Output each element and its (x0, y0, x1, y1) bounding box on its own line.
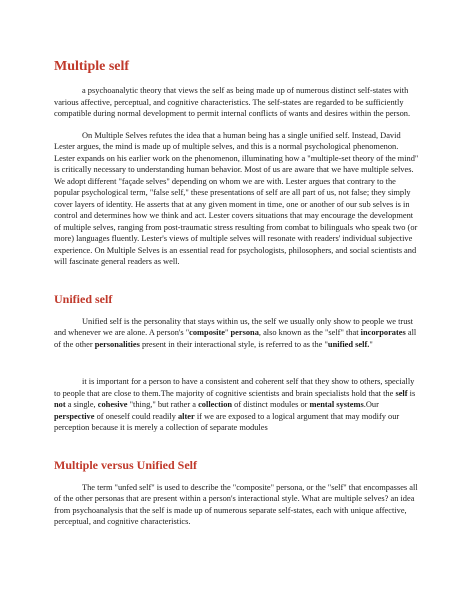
paragraph-multiple-selves-lester: On Multiple Selves refutes the idea that a human being has a single unified self. Instead, David Lester argues, the mind is made up of multiple selves, and this is a normal psychological phenomenon. Lester expands on his earlier work on the phenomenon, illuminating how a "multiple-set theory of the mind" is critically necessary to understanding human behavior. Most of us are aware that we have multiple selves. We adopt different "façade selves" depending on whom we are with. Lester argues that contrary to the popular psychological term, "false self," these presentations of self are all part of us, not false; they simply cover layers of identity. He asserts that at any given moment in time, one or another of our sub selves is in control and determines how we think and act. Lester covers situations that may encourage the development of multiple selves, ranging from post-traumatic stress resulting from combat to bilinguals who speak two (or more) languages fluently. Lester's views of multiple selves will resonate with readers' individual subjective experience. On Multiple Selves is an essential read for psychologists, philosophers, and social scientists and will fascinate general readers as well. (54, 130, 419, 266)
heading-multiple-self: Multiple self (54, 59, 130, 74)
heading-multiple-versus-unified: Multiple versus Unified Self (54, 457, 197, 472)
paragraph-multiple-definition: a psychoanalytic theory that views the self as being made up of numerous distinct self-states with various affective, perceptual, and cognitive characteristics. The self-states are regarded to be sufficiently compatible during normal development to permit internal conflicts of wants and desires within the person. (54, 86, 411, 118)
paragraph-unified-definition: Unified self is the personality that stays within us, the self we usually only show to people we trust and whenever we are alone. A person's "composite" persona, also known as the "self" that incorporates all of the other personalities present in their interactional style, is referred to as the "unified self." (54, 316, 417, 349)
paragraph-multiple-versus-unified: The term "unfed self" is used to describe the "composite" persona, or the "self" that encompasses all of the other personas that are present within a person's interactional style. What are multiple selves? an idea from psychoanalysis that the self is made up of numerous separate self-states, each with unique affective, perceptual, and cognitive characteristics. (54, 482, 418, 526)
heading-unified-self: Unified self (54, 291, 113, 306)
paragraph-unified-coherence: it is important for a person to have a consistent and coherent self that they show to others, specially to people that are close to them.The majority of cognitive scientists and brain specialists hold that the self is not a single, cohesive "thing," but rather a collection of distinct modules or mental systems.Our perspective of oneself could readily alter if we are exposed to a logical argument that may modify our perception because it is merely a collection of separate modules (54, 377, 416, 432)
